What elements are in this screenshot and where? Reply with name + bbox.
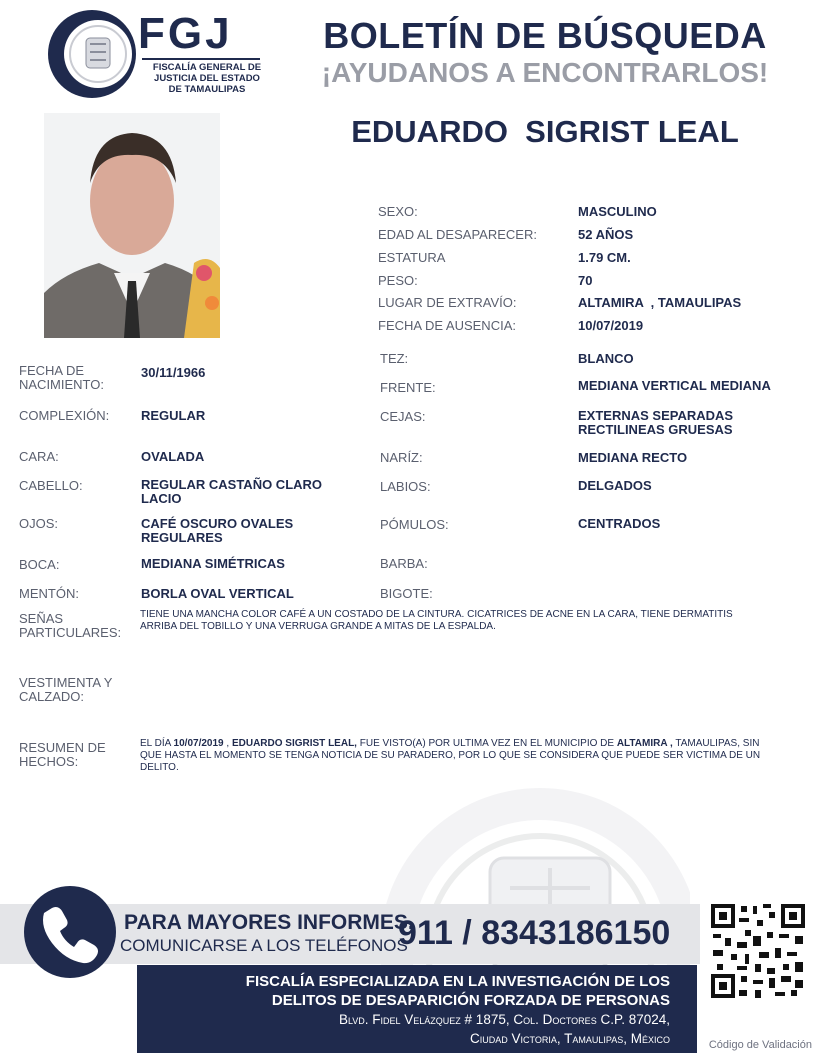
footer-org-line-2: DELITOS DE DESAPARICIÓN FORZADA DE PERSONAS <box>271 992 670 1009</box>
person-photo <box>44 113 220 338</box>
feature-label: BOCA: <box>19 557 60 572</box>
senas-label: SEÑAS PARTICULARES: <box>19 611 122 640</box>
logo-sub-1: FISCALÍA GENERAL DE <box>152 62 262 73</box>
logo-sub-3: DE TAMAULIPAS <box>168 84 246 95</box>
detail-value: 52 AÑOS <box>578 227 634 242</box>
contact-phone: 911 / 8343186150 <box>398 914 671 952</box>
feature-value: BLANCO <box>578 351 634 366</box>
logo-divider <box>142 58 260 60</box>
feature-label: OJOS: <box>19 516 59 531</box>
phone-icon <box>22 884 118 980</box>
feature-value: CENTRADOS <box>578 516 661 531</box>
feature-label: NARÍZ: <box>380 450 423 465</box>
feature-label: FRENTE: <box>380 380 436 395</box>
detail-value: 1.79 CM. <box>578 250 631 265</box>
feature-label: MENTÓN: <box>19 586 79 601</box>
resumen-label: RESUMEN DE HECHOS: <box>19 740 106 769</box>
footer-address-1: Blvd. Fidel Velázquez # 1875, Col. Doctores C.P. 87024, <box>338 1012 670 1027</box>
contact-line-2: COMUNICARSE A LOS TELÉFONOS <box>120 936 408 955</box>
feature-label: CEJAS: <box>380 409 426 424</box>
fgj-seal-icon <box>46 8 138 100</box>
detail-label: LUGAR DE EXTRAVÍO: <box>378 295 517 310</box>
resumen-part: TAMAULIPAS, SIN QUE HASTA EL MOMENTO SE TENGA NOTICIA DE SU PARADERO, POR LO QUE SE CONSIDERA QUE PUEDE SER VICTIMA DE UN DELITO. <box>140 738 761 773</box>
feature-value: BORLA OVAL VERTICAL <box>141 586 294 601</box>
feature-value: MEDIANA SIMÉTRICAS <box>141 556 285 571</box>
feature-value: OVALADA <box>141 449 205 464</box>
contact-line-1: PARA MAYORES INFORMES, <box>124 911 414 934</box>
resumen-part: EL DÍA <box>140 738 174 749</box>
resumen-place: ALTAMIRA , <box>616 738 673 749</box>
resumen-text <box>140 738 765 774</box>
detail-label: PESO: <box>378 273 418 288</box>
detail-label: ESTATURA <box>378 250 446 265</box>
qr-code-icon <box>709 902 807 1000</box>
feature-label: BIGOTE: <box>380 586 433 601</box>
feature-value: 30/11/1966 <box>141 365 206 380</box>
senas-text: TIENE UNA MANCHA COLOR CAFÉ A UN COSTADO DE LA CINTURA. CICATRICES DE ACNE EN LA CARA, TIENE DERMATITIS ARRIBA DEL TOBILLO Y UNA VERRUGA GRANDE A MITAS DE LA ESPALDA. <box>140 609 733 632</box>
detail-label: EDAD AL DESAPARECER: <box>378 227 537 242</box>
feature-value: EXTERNAS SEPARADAS RECTILINEAS GRUESAS <box>578 408 734 437</box>
bulletin-title: BOLETÍN DE BÚSQUEDA <box>323 15 767 56</box>
feature-value: MEDIANA RECTO <box>578 450 688 465</box>
detail-label: SEXO: <box>378 204 418 219</box>
bulletin-subtitle: ¡AYUDANOS A ENCONTRARLOS! <box>321 57 769 88</box>
resumen-date: 10/07/2019 <box>173 738 224 749</box>
detail-value: ALTAMIRA , TAMAULIPAS <box>578 295 742 310</box>
feature-label: TEZ: <box>380 351 409 366</box>
detail-value: 10/07/2019 <box>578 318 644 333</box>
feature-value: DELGADOS <box>578 478 652 493</box>
feature-label: FECHA DE NACIMIENTO: <box>19 363 104 392</box>
feature-label: BARBA: <box>380 556 428 571</box>
feature-value: CAFÉ OSCURO OVALES REGULARES <box>141 516 294 545</box>
vestimenta-label: VESTIMENTA Y CALZADO: <box>19 675 113 704</box>
resumen-part: , <box>223 738 232 749</box>
feature-value: MEDIANA VERTICAL MEDIANA <box>578 378 771 393</box>
person-name: EDUARDO SIGRIST LEAL <box>351 114 739 149</box>
detail-value: MASCULINO <box>578 204 657 219</box>
feature-label: PÓMULOS: <box>380 517 449 532</box>
resumen-name: EDUARDO SIGRIST LEAL, <box>231 738 357 749</box>
feature-value: REGULAR CASTAÑO CLARO LACIO <box>141 477 323 506</box>
feature-label: LABIOS: <box>380 479 431 494</box>
footer-address-2: Ciudad Victoria, Tamaulipas, México <box>470 1031 670 1046</box>
logo-abbr: FGJ <box>138 9 233 58</box>
logo-sub-2: JUSTICIA DEL ESTADO <box>154 73 260 84</box>
feature-label: CARA: <box>19 449 59 464</box>
feature-label: COMPLEXIÓN: <box>19 408 110 423</box>
footer-org-line-1: FISCALÍA ESPECIALIZADA EN LA INVESTIGACIÓN DE LOS <box>245 973 670 990</box>
validation-label: Código de Validación <box>708 1039 812 1051</box>
fgj-logo <box>46 8 266 100</box>
feature-value: REGULAR <box>141 408 206 423</box>
feature-label: CABELLO: <box>19 478 83 493</box>
detail-value: 70 <box>578 273 593 288</box>
detail-label: FECHA DE AUSENCIA: <box>378 318 516 333</box>
resumen-part: FUE VISTO(A) POR ULTIMA VEZ EN EL MUNICIPIO DE <box>356 738 617 749</box>
